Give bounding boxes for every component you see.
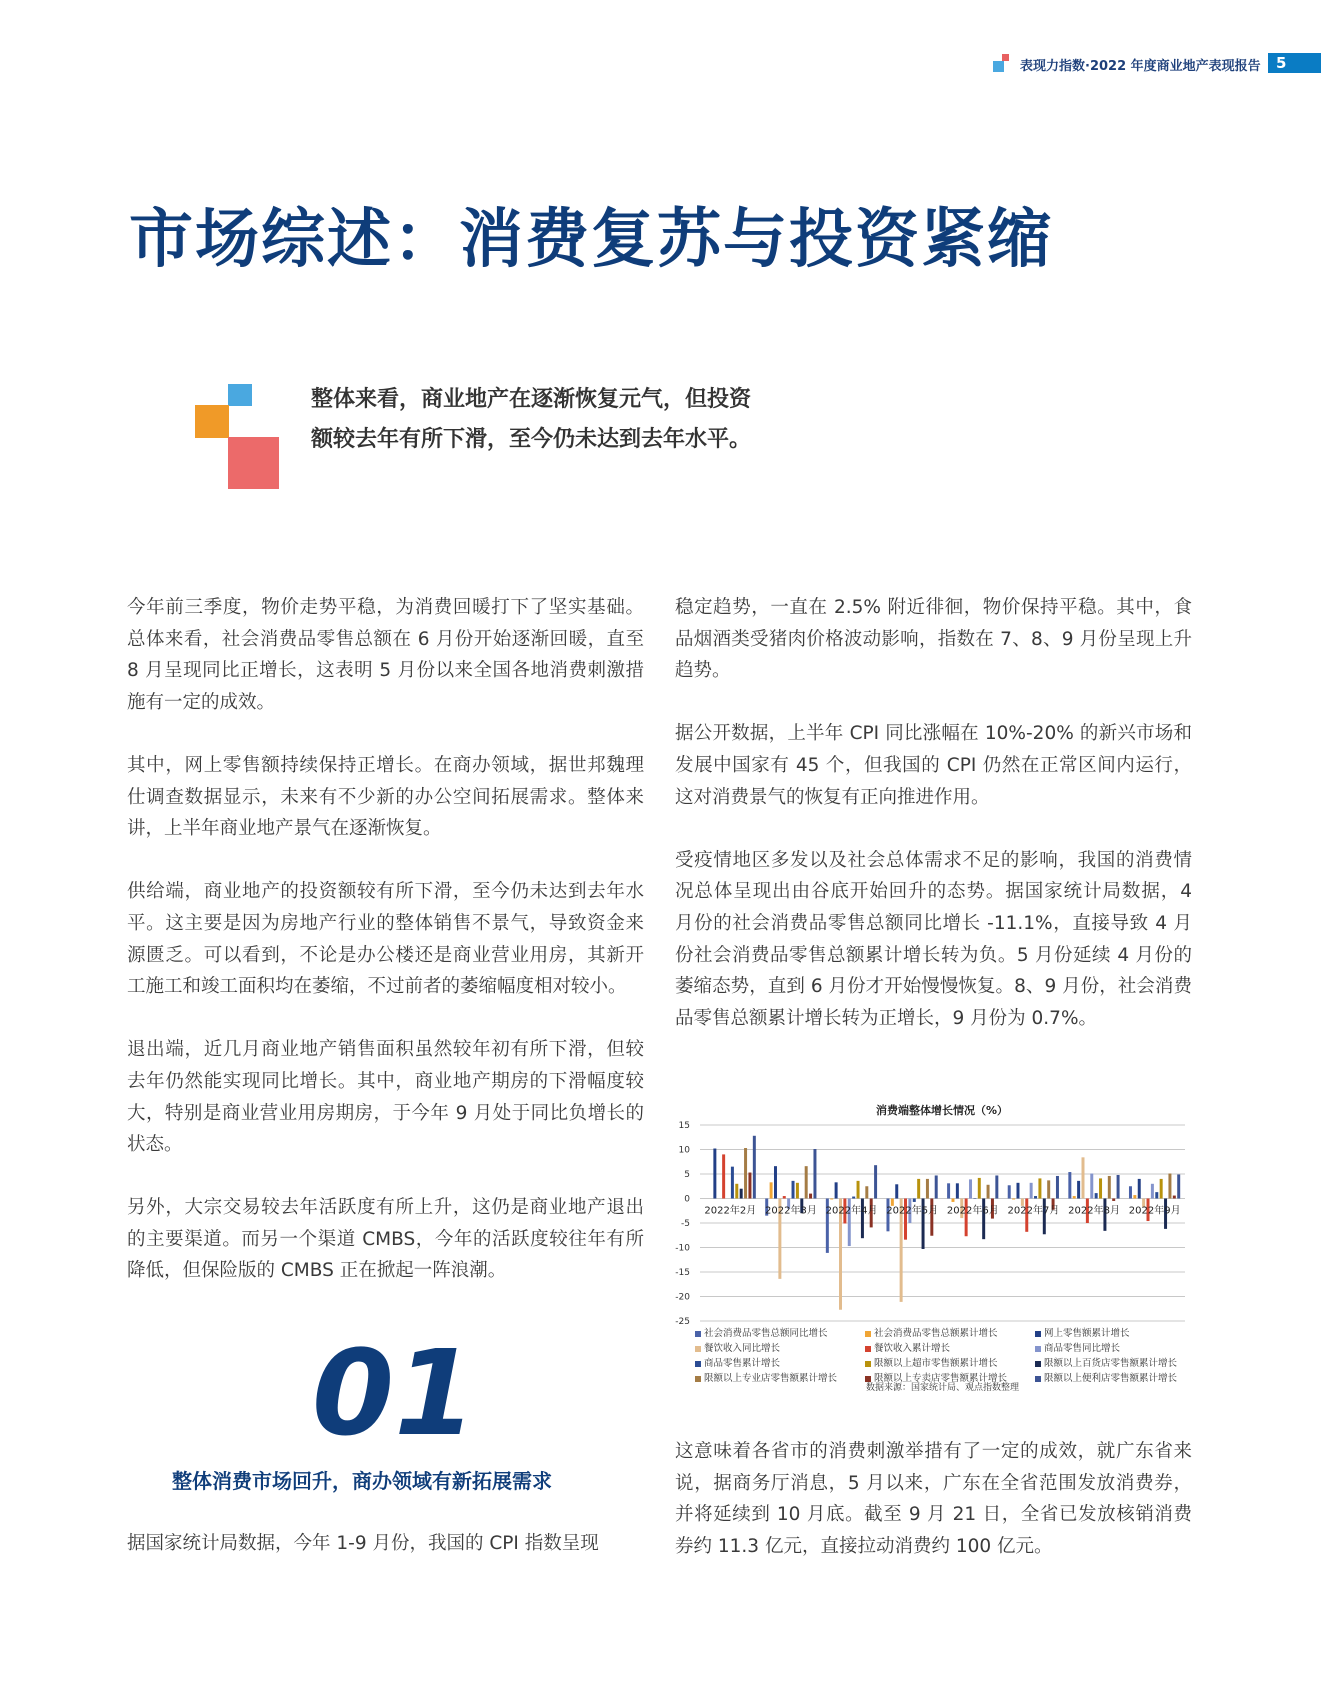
- paragraph: 另外，大宗交易较去年活跃度有所上升，这仍是商业地产退出的主要渠道。而另一个渠道 CMBS，今年的活跃度较往年有所降低，但保险版的 CMBS 正在掀起一阵浪潮。: [127, 1197, 644, 1282]
- bar: [748, 1173, 751, 1199]
- paragraph: 据国家统计局数据，今年 1-9 月份，我国的 CPI 指数呈现: [127, 1533, 599, 1554]
- legend-swatch-icon: [865, 1361, 871, 1367]
- paragraph: 其中，网上零售额持续保持正增长。在商办领域，据世邦魏理仕调查数据显示，未来有不少新的办公空间拓展需求。整体来讲，上半年商业地产景气在逐渐恢复。: [127, 754, 644, 840]
- bar: [1082, 1157, 1085, 1198]
- legend-label: 商品零售同比增长: [1044, 1343, 1121, 1354]
- bar: [713, 1149, 716, 1199]
- legend-item: [695, 1370, 865, 1384]
- legend-item: [1035, 1340, 1205, 1354]
- legend-swatch-icon: [1035, 1376, 1041, 1382]
- legend-swatch-icon: [1035, 1346, 1041, 1352]
- right-column: [675, 592, 1192, 1066]
- legend-swatch-icon: [695, 1331, 701, 1337]
- bar: [895, 1184, 898, 1198]
- bar: [951, 1199, 954, 1202]
- bar: [1117, 1175, 1120, 1199]
- bar: [935, 1175, 938, 1198]
- paragraph: 退出端，近几月商业地产销售面积虽然较年初有所下滑，但较去年仍然能实现同比增长。其中，商业地产期房的下滑幅度较大，特别是商业营业用房期房，于今年 9 月处于同比负增长的状态。: [127, 1039, 644, 1156]
- paragraph: 据公开数据，上半年 CPI 同比涨幅在 10%-20% 的新兴市场和发展中国家有 45 个，但我国的 CPI 仍然在正常区间内运行，这对消费景气的恢复有正向推进作用。: [675, 723, 1192, 808]
- legend-swatch-icon: [865, 1331, 871, 1337]
- y-tick-label: 10: [678, 1145, 690, 1156]
- bar: [1160, 1179, 1163, 1199]
- bar: [1068, 1172, 1071, 1198]
- legend-swatch-icon: [695, 1346, 701, 1352]
- y-tick-label: -5: [681, 1219, 690, 1229]
- y-tick-label: -25: [675, 1317, 690, 1325]
- bar: [1008, 1185, 1011, 1198]
- legend-item: [695, 1355, 865, 1369]
- bar: [987, 1185, 990, 1199]
- legend-label: 限额以上专业店零售额累计增长: [704, 1373, 838, 1384]
- bar: [956, 1183, 959, 1198]
- y-tick-label: 5: [684, 1170, 690, 1180]
- page-title: 市场综述：消费复苏与投资紧缩: [129, 203, 1053, 277]
- legend-item: [1035, 1370, 1205, 1384]
- legend-label: 限额以上百货店零售额累计增长: [1044, 1358, 1178, 1369]
- bar: [1138, 1179, 1141, 1199]
- bar: [740, 1189, 743, 1199]
- bar: [796, 1183, 799, 1199]
- legend-label: 社会消费品零售总额同比增长: [704, 1328, 828, 1339]
- paragraph: 这意味着各省市的消费刺激举措有了一定的成效，就广东省来说，据商务厅消息，5 月以来，广东在全省范围发放消费券，并将延续到 10 月底。截至 9 月 21 日，全省已发放核销消费券约 11.3 亿元，直接拉动消费约 100 亿元。: [675, 1441, 1192, 1557]
- bar: [913, 1199, 916, 1202]
- bar: [857, 1181, 860, 1199]
- pull-quote: 整体来看，商业地产在逐渐恢复元气，但投资额较去年有所下滑，至今仍未达到去年水平。: [311, 387, 752, 452]
- legend-item: [865, 1355, 1035, 1369]
- bar: [1108, 1176, 1111, 1199]
- bar: [731, 1167, 734, 1199]
- x-tick-label: 2022年7月: [1007, 1205, 1060, 1217]
- legend-item: [1035, 1325, 1205, 1339]
- bar: [1155, 1192, 1158, 1198]
- legend-item: [865, 1325, 1035, 1339]
- header-logo-icon: [993, 58, 1007, 72]
- legend-label: 社会消费品零售总额累计增长: [874, 1328, 998, 1339]
- x-tick-label: 2022年5月: [886, 1205, 939, 1217]
- bar: [1016, 1183, 1019, 1199]
- bar: [995, 1175, 998, 1198]
- chart-source: 数据来源：国家统计局、观点指数整理: [866, 1383, 1020, 1393]
- bar: [1133, 1195, 1136, 1198]
- y-tick-label: 0: [684, 1194, 690, 1205]
- bar: [1151, 1184, 1154, 1199]
- section-number: 01: [312, 1324, 477, 1462]
- y-tick-label: -20: [675, 1292, 690, 1303]
- left-column: [127, 592, 644, 1319]
- bar: [1099, 1178, 1102, 1198]
- legend-swatch-icon: [1035, 1361, 1041, 1367]
- legend-label: 餐饮收入同比增长: [704, 1343, 781, 1354]
- legend-swatch-icon: [695, 1361, 701, 1367]
- bar: [947, 1183, 950, 1198]
- bar: [1173, 1196, 1176, 1199]
- legend-label: 商品零售累计增长: [704, 1358, 781, 1369]
- bar: [1030, 1183, 1033, 1199]
- paragraph: 今年前三季度，物价走势平稳，为消费回暖打下了坚实基础。总体来看，社会消费品零售总额在 6 月份开始逐渐回暖，直至 8 月呈现同比正增长，这表明 5 月份以来全国各地消费刺激措施有一定的成效。: [127, 597, 644, 713]
- bar: [1077, 1181, 1080, 1199]
- chart-legend: [695, 1325, 1195, 1384]
- legend-item: [865, 1340, 1035, 1354]
- bar: [805, 1166, 808, 1198]
- bar: [1095, 1193, 1098, 1198]
- legend-label: 餐饮收入累计增长: [874, 1343, 951, 1354]
- bar: [1056, 1176, 1059, 1199]
- bar: [830, 1199, 833, 1200]
- bar: [1177, 1174, 1180, 1198]
- legend-item: [695, 1340, 865, 1354]
- x-tick-label: 2022年9月: [1128, 1205, 1181, 1217]
- legend-swatch-icon: [695, 1376, 701, 1382]
- bar: [722, 1154, 725, 1198]
- bar: [1090, 1174, 1093, 1199]
- legend-item: [1035, 1355, 1205, 1369]
- bar: [744, 1148, 747, 1198]
- bar: [930, 1199, 933, 1236]
- x-tick-label: 2022年6月: [946, 1205, 999, 1217]
- y-tick-label: -10: [675, 1243, 690, 1254]
- page-number: 5: [1268, 53, 1321, 73]
- x-tick-label: 2022年3月: [765, 1205, 817, 1217]
- bar: [770, 1182, 773, 1198]
- bar: [1012, 1199, 1015, 1200]
- bar: [917, 1179, 920, 1199]
- paragraph: 稳定趋势，一直在 2.5% 附近徘徊，物价保持平稳。其中，食品烟酒类受猪肉价格波动影响，指数在 7、8、9 月份呈现上升趋势。: [675, 597, 1192, 682]
- x-tick-label: 2022年8月: [1068, 1205, 1120, 1217]
- section-title: 整体消费市场回升，商办领域有新拓展需求: [172, 1469, 552, 1493]
- bar: [926, 1179, 929, 1199]
- chart-title: 消费端整体增长情况（%）: [875, 1104, 1009, 1117]
- bar: [774, 1166, 777, 1198]
- legend-label: 限额以上专卖店零售额累计增长: [874, 1373, 1008, 1384]
- bar: [792, 1181, 795, 1199]
- bar: [753, 1136, 756, 1199]
- legend-swatch-icon: [865, 1346, 871, 1352]
- x-tick-label: 2022年2月: [704, 1205, 757, 1217]
- bar: [1129, 1186, 1132, 1198]
- x-tick-label: 2022年4月: [825, 1205, 878, 1217]
- paragraph: 受疫情地区多发以及社会总体需求不足的影响，我国的消费情况总体呈现出由谷底开始回升的态势。据国家统计局数据，4 月份的社会消费品零售总额同比增长 -11.1%，直接导致 4 月份社会消费品零售总额累计增长转为负。5 月份延续 4 月份的萎缩态势，直到 6 月份才开始慢慢恢复。8、9 月份，社会消费品零售总额累计增长转为正增长，9 月份为 0.7%。: [675, 849, 1192, 1029]
- bar: [1034, 1196, 1037, 1198]
- paragraph: 供给端，商业地产的投资额较有所下滑，至今仍未达到去年水平。这主要是因为房地产行业的整体销售不景气，导致资金来源匮乏。可以看到，不论是办公楼还是商业营业用房，其新开工施工和竣工面积均在萎缩，不过前者的萎缩幅度相对较小。: [127, 881, 644, 998]
- bar: [861, 1199, 864, 1239]
- bar: [735, 1184, 738, 1199]
- bar: [865, 1186, 868, 1198]
- legend-label: 限额以上超市零售额累计增长: [874, 1358, 998, 1369]
- legend-item: [695, 1325, 865, 1339]
- bar: [783, 1196, 786, 1198]
- legend-label: 限额以上便利店零售额累计增长: [1044, 1373, 1178, 1384]
- bar: [852, 1197, 855, 1199]
- bar: [809, 1194, 812, 1199]
- bar: [973, 1198, 976, 1199]
- consumption-growth-chart: [670, 1100, 1200, 1325]
- bar: [1112, 1199, 1115, 1201]
- bar: [1038, 1178, 1041, 1198]
- bar: [978, 1178, 981, 1199]
- running-title: 表现力指数·2022 年度商业地产表现报告: [1020, 59, 1261, 74]
- legend-swatch-icon: [1035, 1331, 1041, 1337]
- bar: [813, 1149, 816, 1198]
- y-tick-label: 15: [678, 1121, 690, 1131]
- legend-label: 网上零售额累计增长: [1044, 1328, 1130, 1339]
- bar: [969, 1179, 972, 1198]
- bar: [874, 1165, 877, 1198]
- bar: [1168, 1174, 1171, 1199]
- bar: [965, 1199, 968, 1237]
- bar: [1073, 1196, 1076, 1198]
- bar: [1047, 1180, 1050, 1198]
- y-tick-label: -15: [675, 1268, 690, 1278]
- bar: [835, 1182, 838, 1198]
